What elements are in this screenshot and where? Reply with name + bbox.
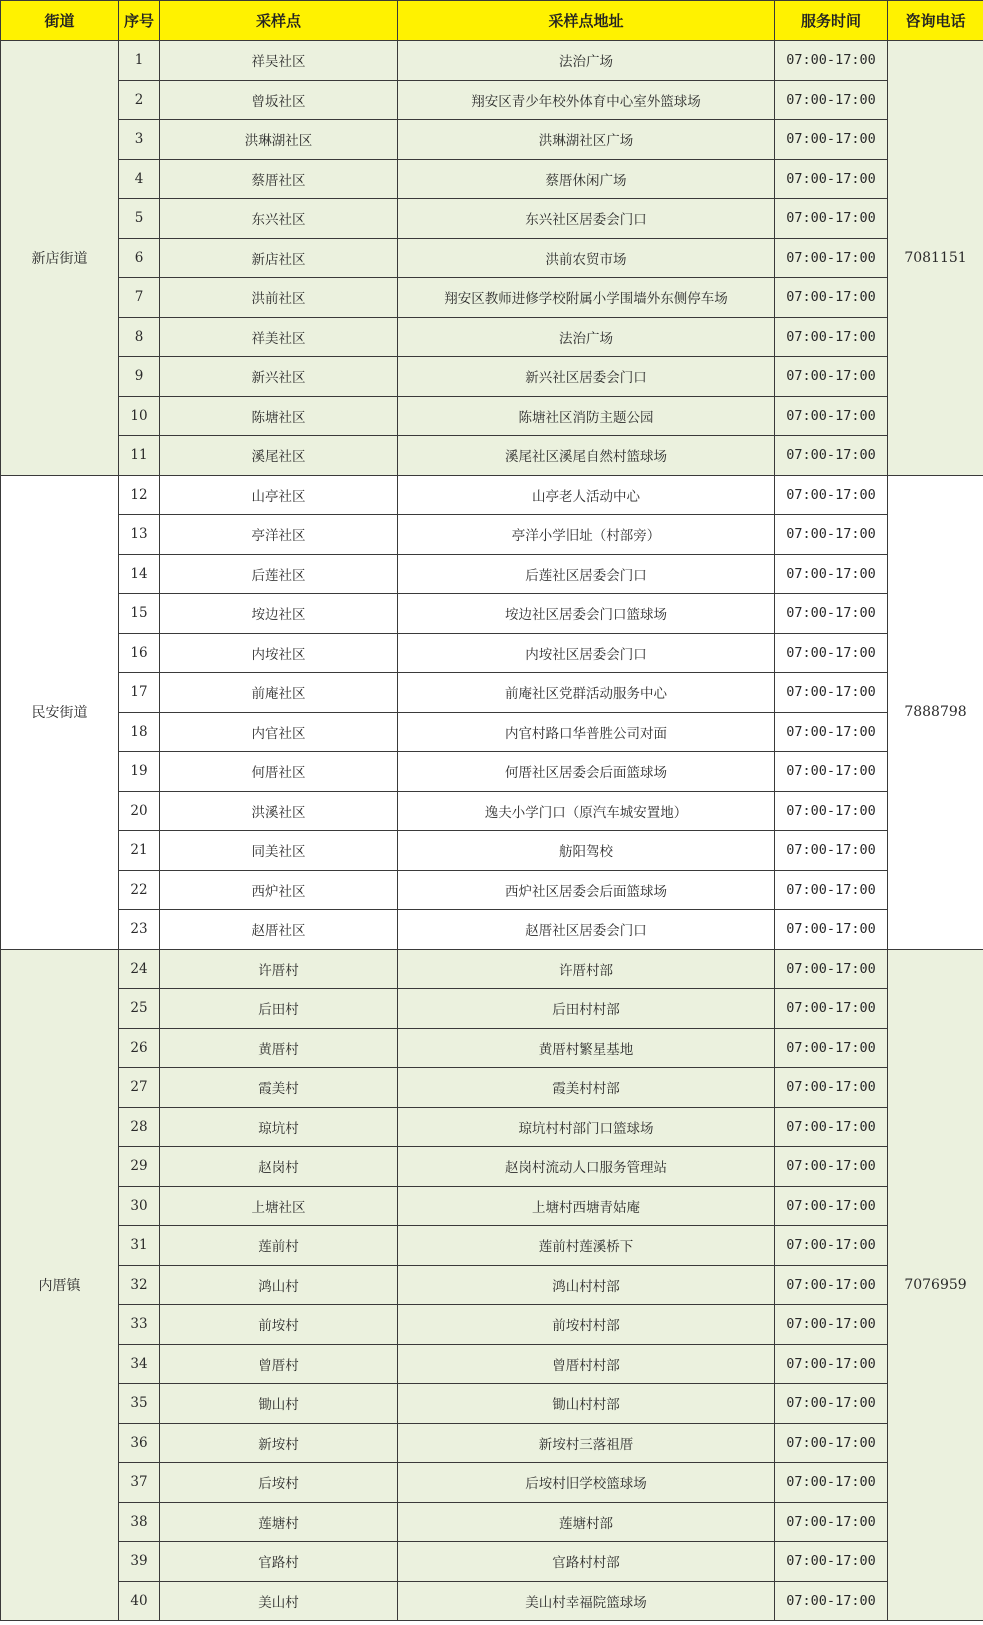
site-name-cell: 前垵村 [160, 1305, 398, 1345]
site-address-cell: 法治广场 [398, 41, 775, 81]
table-row [1, 238, 983, 278]
site-address-cell: 前庵社区党群活动服务中心 [398, 673, 775, 713]
table-body [1, 41, 983, 1621]
row-number-cell: 7 [119, 278, 160, 318]
site-name-cell: 内垵社区 [160, 633, 398, 673]
row-number-cell: 9 [119, 357, 160, 397]
table-row [1, 752, 983, 792]
site-name-cell: 山亭社区 [160, 475, 398, 515]
site-name-cell: 西炉社区 [160, 870, 398, 910]
row-number-cell: 3 [119, 120, 160, 160]
table-row [1, 1107, 983, 1147]
table-row [1, 949, 983, 989]
service-time-cell: 07:00-17:00 [775, 436, 888, 476]
site-name-cell: 赵厝社区 [160, 910, 398, 950]
row-number-cell: 12 [119, 475, 160, 515]
site-address-cell: 官路村村部 [398, 1542, 775, 1582]
site-address-cell: 美山村幸福院篮球场 [398, 1581, 775, 1621]
row-number-cell: 35 [119, 1384, 160, 1424]
table-row [1, 673, 983, 713]
site-name-cell: 洪琳湖社区 [160, 120, 398, 160]
site-address-cell: 黄厝村繁星基地 [398, 1028, 775, 1068]
site-address-cell: 何厝社区居委会后面篮球场 [398, 752, 775, 792]
service-time-cell: 07:00-17:00 [775, 515, 888, 555]
site-address-cell: 亭洋小学旧址（村部旁） [398, 515, 775, 555]
row-number-cell: 30 [119, 1186, 160, 1226]
table-row [1, 120, 983, 160]
table-row [1, 1463, 983, 1503]
site-address-cell: 霞美村村部 [398, 1068, 775, 1108]
row-number-cell: 32 [119, 1265, 160, 1305]
site-name-cell: 许厝村 [160, 949, 398, 989]
row-number-cell: 18 [119, 712, 160, 752]
service-time-cell: 07:00-17:00 [775, 238, 888, 278]
site-name-cell: 新兴社区 [160, 357, 398, 397]
site-address-cell: 洪前农贸市场 [398, 238, 775, 278]
street-name-cell: 新店街道 [1, 41, 119, 476]
site-address-cell: 赵厝社区居委会门口 [398, 910, 775, 950]
site-address-cell: 溪尾社区溪尾自然村篮球场 [398, 436, 775, 476]
site-address-cell: 新垵村三落祖厝 [398, 1423, 775, 1463]
row-number-cell: 38 [119, 1502, 160, 1542]
table-row [1, 41, 983, 81]
service-time-cell: 07:00-17:00 [775, 1384, 888, 1424]
table-row [1, 475, 983, 515]
row-number-cell: 15 [119, 594, 160, 634]
row-number-cell: 28 [119, 1107, 160, 1147]
site-address-cell: 法治广场 [398, 317, 775, 357]
header-service-time: 服务时间 [775, 1, 888, 41]
site-address-cell: 山亭老人活动中心 [398, 475, 775, 515]
table-row [1, 1542, 983, 1582]
site-name-cell: 后莲社区 [160, 554, 398, 594]
table-row [1, 554, 983, 594]
row-number-cell: 8 [119, 317, 160, 357]
service-time-cell: 07:00-17:00 [775, 1265, 888, 1305]
site-name-cell: 黄厝村 [160, 1028, 398, 1068]
site-address-cell: 曾厝村村部 [398, 1344, 775, 1384]
site-name-cell: 霞美村 [160, 1068, 398, 1108]
phone-number-cell: 7076959 [888, 949, 983, 1621]
row-number-cell: 2 [119, 80, 160, 120]
site-name-cell: 祥吴社区 [160, 41, 398, 81]
header-street: 街道 [1, 1, 119, 41]
row-number-cell: 14 [119, 554, 160, 594]
site-address-cell: 赵岗村流动人口服务管理站 [398, 1147, 775, 1187]
header-phone: 咨询电话 [888, 1, 983, 41]
site-name-cell: 垵边社区 [160, 594, 398, 634]
row-number-cell: 21 [119, 831, 160, 871]
table-row [1, 1028, 983, 1068]
table-row [1, 1423, 983, 1463]
site-address-cell: 逸夫小学门口（原汽车城安置地） [398, 791, 775, 831]
service-time-cell: 07:00-17:00 [775, 1107, 888, 1147]
service-time-cell: 07:00-17:00 [775, 989, 888, 1029]
row-number-cell: 24 [119, 949, 160, 989]
site-name-cell: 新垵村 [160, 1423, 398, 1463]
service-time-cell: 07:00-17:00 [775, 594, 888, 634]
table-row [1, 910, 983, 950]
service-time-cell: 07:00-17:00 [775, 673, 888, 713]
site-name-cell: 赵岗村 [160, 1147, 398, 1187]
header-site: 采样点 [160, 1, 398, 41]
table-row [1, 278, 983, 318]
site-name-cell: 亭洋社区 [160, 515, 398, 555]
table-row [1, 1344, 983, 1384]
table-row [1, 1305, 983, 1345]
table-row [1, 1265, 983, 1305]
table-row [1, 831, 983, 871]
site-address-cell: 蔡厝休闲广场 [398, 159, 775, 199]
service-time-cell: 07:00-17:00 [775, 831, 888, 871]
site-address-cell: 上塘村西塘青姑庵 [398, 1186, 775, 1226]
site-address-cell: 前垵村村部 [398, 1305, 775, 1345]
site-name-cell: 上塘社区 [160, 1186, 398, 1226]
site-name-cell: 官路村 [160, 1542, 398, 1582]
service-time-cell: 07:00-17:00 [775, 1186, 888, 1226]
row-number-cell: 5 [119, 199, 160, 239]
site-address-cell: 内官村路口华普胜公司对面 [398, 712, 775, 752]
row-number-cell: 6 [119, 238, 160, 278]
service-time-cell: 07:00-17:00 [775, 1226, 888, 1266]
row-number-cell: 19 [119, 752, 160, 792]
site-name-cell: 陈塘社区 [160, 396, 398, 436]
row-number-cell: 1 [119, 41, 160, 81]
table-row [1, 870, 983, 910]
table-row [1, 357, 983, 397]
site-address-cell: 锄山村村部 [398, 1384, 775, 1424]
row-number-cell: 27 [119, 1068, 160, 1108]
table-row [1, 791, 983, 831]
table-row [1, 515, 983, 555]
service-time-cell: 07:00-17:00 [775, 278, 888, 318]
site-address-cell: 后垵村旧学校篮球场 [398, 1463, 775, 1503]
site-address-cell: 琼坑村村部门口篮球场 [398, 1107, 775, 1147]
row-number-cell: 13 [119, 515, 160, 555]
site-name-cell: 后垵村 [160, 1463, 398, 1503]
site-name-cell: 内官社区 [160, 712, 398, 752]
service-time-cell: 07:00-17:00 [775, 910, 888, 950]
service-time-cell: 07:00-17:00 [775, 1463, 888, 1503]
site-name-cell: 蔡厝社区 [160, 159, 398, 199]
table-row [1, 1384, 983, 1424]
service-time-cell: 07:00-17:00 [775, 1542, 888, 1582]
table-row [1, 80, 983, 120]
site-name-cell: 祥美社区 [160, 317, 398, 357]
site-name-cell: 锄山村 [160, 1384, 398, 1424]
row-number-cell: 31 [119, 1226, 160, 1266]
site-name-cell: 莲前村 [160, 1226, 398, 1266]
row-number-cell: 17 [119, 673, 160, 713]
service-time-cell: 07:00-17:00 [775, 80, 888, 120]
row-number-cell: 22 [119, 870, 160, 910]
row-number-cell: 39 [119, 1542, 160, 1582]
table-row [1, 1147, 983, 1187]
table-row [1, 989, 983, 1029]
row-number-cell: 25 [119, 989, 160, 1029]
service-time-cell: 07:00-17:00 [775, 199, 888, 239]
table-row [1, 1502, 983, 1542]
service-time-cell: 07:00-17:00 [775, 1581, 888, 1621]
site-address-cell: 东兴社区居委会门口 [398, 199, 775, 239]
site-address-cell: 内垵社区居委会门口 [398, 633, 775, 673]
service-time-cell: 07:00-17:00 [775, 1028, 888, 1068]
service-time-cell: 07:00-17:00 [775, 554, 888, 594]
row-number-cell: 40 [119, 1581, 160, 1621]
street-name-cell: 内厝镇 [1, 949, 119, 1621]
service-time-cell: 07:00-17:00 [775, 712, 888, 752]
table-row [1, 199, 983, 239]
site-address-cell: 莲塘村部 [398, 1502, 775, 1542]
phone-number-cell: 7888798 [888, 475, 983, 949]
site-address-cell: 陈塘社区消防主题公园 [398, 396, 775, 436]
service-time-cell: 07:00-17:00 [775, 1305, 888, 1345]
service-time-cell: 07:00-17:00 [775, 475, 888, 515]
service-time-cell: 07:00-17:00 [775, 870, 888, 910]
table-row [1, 1186, 983, 1226]
site-address-cell: 翔安区青少年校外体育中心室外篮球场 [398, 80, 775, 120]
table-row [1, 633, 983, 673]
table-row [1, 396, 983, 436]
street-name-cell: 民安街道 [1, 475, 119, 949]
table-row [1, 159, 983, 199]
row-number-cell: 29 [119, 1147, 160, 1187]
site-address-cell: 西炉社区居委会后面篮球场 [398, 870, 775, 910]
header-number: 序号 [119, 1, 160, 41]
site-address-cell: 洪琳湖社区广场 [398, 120, 775, 160]
site-name-cell: 东兴社区 [160, 199, 398, 239]
service-time-cell: 07:00-17:00 [775, 752, 888, 792]
row-number-cell: 37 [119, 1463, 160, 1503]
site-name-cell: 后田村 [160, 989, 398, 1029]
site-name-cell: 同美社区 [160, 831, 398, 871]
site-name-cell: 洪溪社区 [160, 791, 398, 831]
row-number-cell: 10 [119, 396, 160, 436]
row-number-cell: 23 [119, 910, 160, 950]
site-address-cell: 后田村村部 [398, 989, 775, 1029]
row-number-cell: 20 [119, 791, 160, 831]
service-time-cell: 07:00-17:00 [775, 791, 888, 831]
site-address-cell: 舫阳驾校 [398, 831, 775, 871]
site-name-cell: 前庵社区 [160, 673, 398, 713]
table-row [1, 436, 983, 476]
site-address-cell: 垵边社区居委会门口篮球场 [398, 594, 775, 634]
site-name-cell: 琼坑村 [160, 1107, 398, 1147]
service-time-cell: 07:00-17:00 [775, 357, 888, 397]
table-row [1, 1581, 983, 1621]
service-time-cell: 07:00-17:00 [775, 633, 888, 673]
service-time-cell: 07:00-17:00 [775, 120, 888, 160]
header-row [1, 1, 983, 41]
table-row [1, 1068, 983, 1108]
header-address: 采样点地址 [398, 1, 775, 41]
service-time-cell: 07:00-17:00 [775, 1147, 888, 1187]
service-time-cell: 07:00-17:00 [775, 159, 888, 199]
site-address-cell: 翔安区教师进修学校附属小学围墙外东侧停车场 [398, 278, 775, 318]
site-address-cell: 后莲社区居委会门口 [398, 554, 775, 594]
site-address-cell: 鸿山村村部 [398, 1265, 775, 1305]
site-name-cell: 莲塘村 [160, 1502, 398, 1542]
table-row [1, 594, 983, 634]
site-name-cell: 洪前社区 [160, 278, 398, 318]
row-number-cell: 16 [119, 633, 160, 673]
site-name-cell: 鸿山村 [160, 1265, 398, 1305]
site-name-cell: 溪尾社区 [160, 436, 398, 476]
service-time-cell: 07:00-17:00 [775, 1344, 888, 1384]
table-row [1, 317, 983, 357]
table-row [1, 712, 983, 752]
service-time-cell: 07:00-17:00 [775, 949, 888, 989]
row-number-cell: 34 [119, 1344, 160, 1384]
site-name-cell: 新店社区 [160, 238, 398, 278]
site-name-cell: 何厝社区 [160, 752, 398, 792]
service-time-cell: 07:00-17:00 [775, 317, 888, 357]
table-row [1, 1226, 983, 1266]
site-name-cell: 曾厝村 [160, 1344, 398, 1384]
service-time-cell: 07:00-17:00 [775, 1502, 888, 1542]
service-time-cell: 07:00-17:00 [775, 1068, 888, 1108]
service-time-cell: 07:00-17:00 [775, 396, 888, 436]
phone-number-cell: 7081151 [888, 41, 983, 476]
site-name-cell: 美山村 [160, 1581, 398, 1621]
site-address-cell: 许厝村部 [398, 949, 775, 989]
service-time-cell: 07:00-17:00 [775, 41, 888, 81]
row-number-cell: 11 [119, 436, 160, 476]
service-time-cell: 07:00-17:00 [775, 1423, 888, 1463]
row-number-cell: 33 [119, 1305, 160, 1345]
row-number-cell: 26 [119, 1028, 160, 1068]
site-address-cell: 新兴社区居委会门口 [398, 357, 775, 397]
row-number-cell: 4 [119, 159, 160, 199]
site-name-cell: 曾坂社区 [160, 80, 398, 120]
row-number-cell: 36 [119, 1423, 160, 1463]
site-address-cell: 莲前村莲溪桥下 [398, 1226, 775, 1266]
